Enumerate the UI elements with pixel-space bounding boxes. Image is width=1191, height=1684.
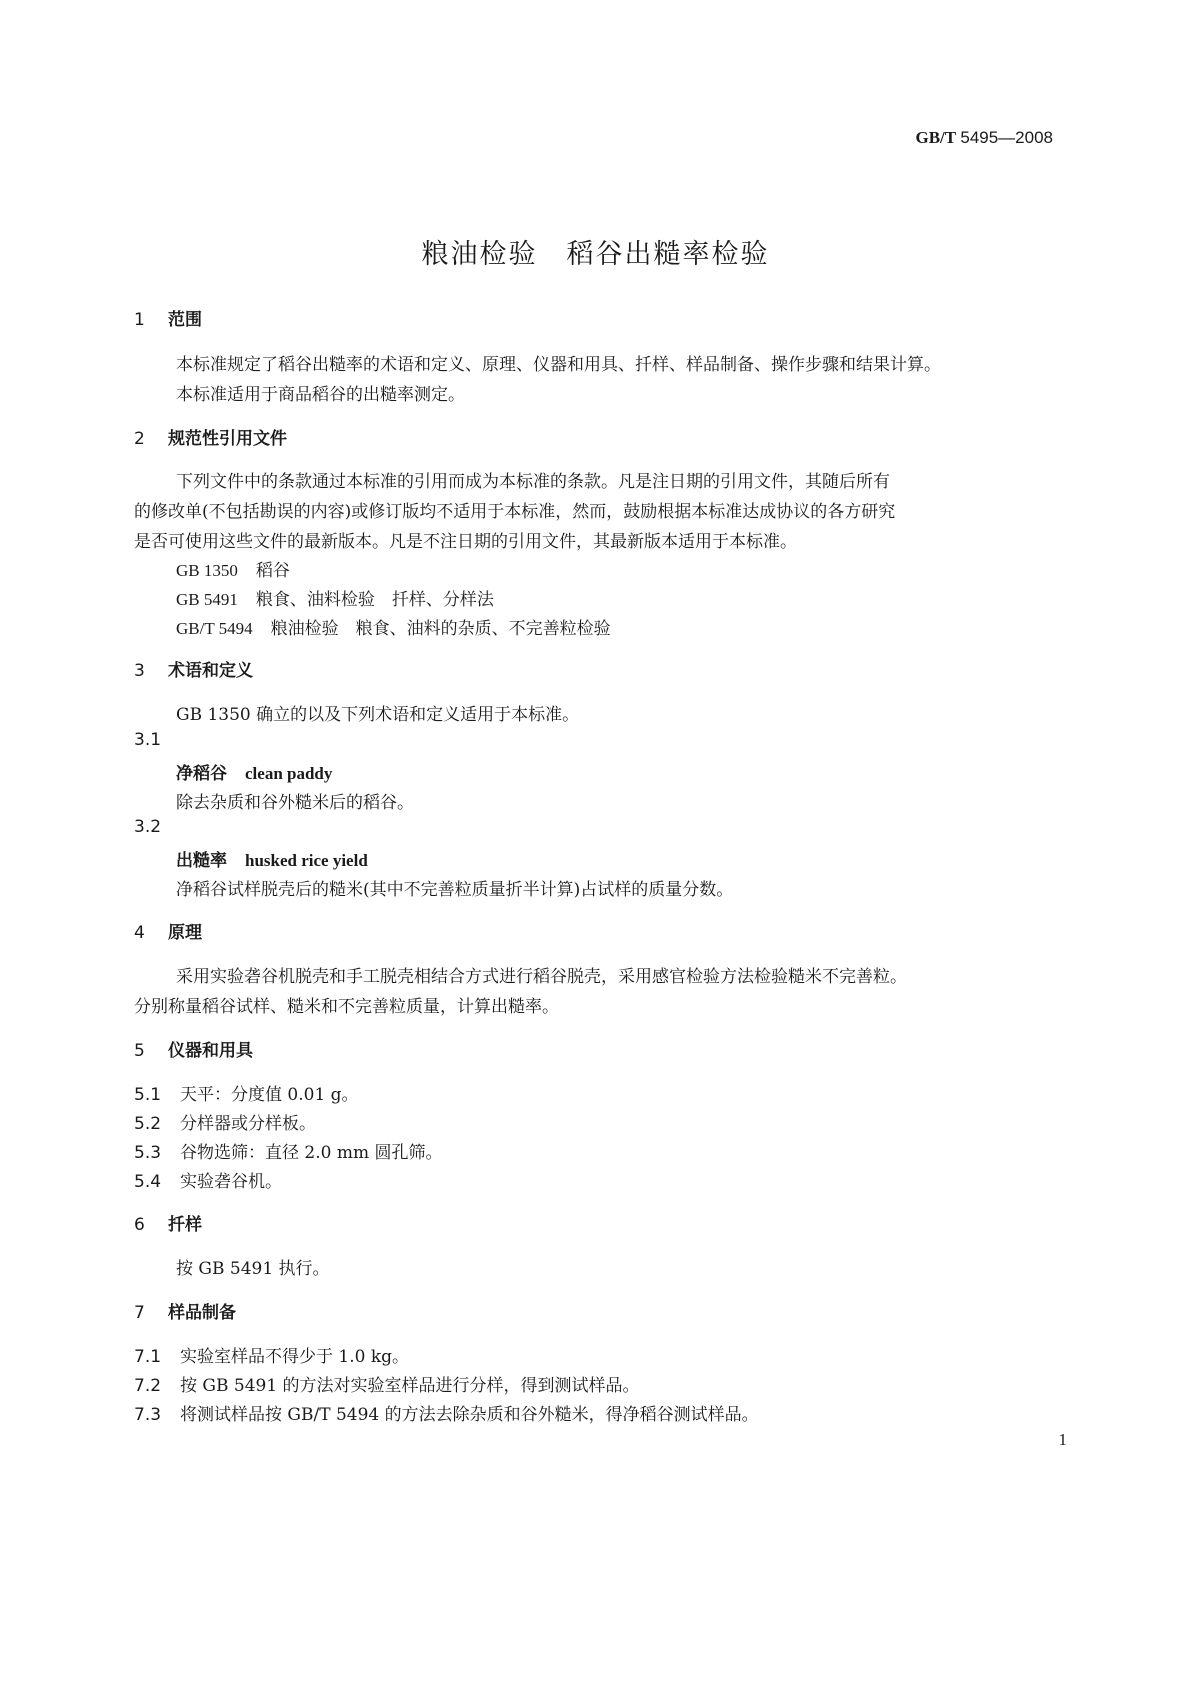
section-number: 2 bbox=[134, 429, 145, 449]
section-title: 原理 bbox=[168, 923, 202, 943]
item-number: 5.2 bbox=[134, 1114, 162, 1134]
section-number: 7 bbox=[134, 1303, 145, 1323]
reference-title: 粮油检验 粮食、油料的杂质、不完善粒检验 bbox=[270, 619, 611, 639]
section-heading-5 bbox=[134, 1036, 253, 1061]
item-text: 实验室样品不得少于 1.0 kg。 bbox=[180, 1347, 410, 1367]
section-number: 1 bbox=[134, 310, 145, 330]
section-title: 规范性引用文件 bbox=[168, 429, 287, 449]
list-item bbox=[134, 1342, 409, 1367]
item-number: 7.1 bbox=[134, 1347, 162, 1367]
item-text: 天平：分度值 0.01 g。 bbox=[180, 1085, 359, 1105]
reference-code: GB/T 5494 bbox=[176, 619, 253, 638]
term-number: 3.2 bbox=[134, 817, 162, 837]
standard-prefix: GB/T bbox=[915, 128, 957, 147]
section-number: 5 bbox=[134, 1041, 145, 1061]
reference-title: 粮食、油料检验 扦样、分样法 bbox=[255, 590, 494, 610]
paragraph-line: 分别称量稻谷试样、糙米和不完善粒质量，计算出糙率。 bbox=[134, 997, 559, 1017]
section-title: 术语和定义 bbox=[168, 661, 253, 681]
reference-item bbox=[176, 585, 494, 610]
section-number: 3 bbox=[134, 661, 145, 681]
reference-code: GB 5491 bbox=[176, 590, 238, 609]
document-title: 粮油检验 稻谷出糙率检验 bbox=[421, 239, 770, 270]
item-number: 7.2 bbox=[134, 1376, 162, 1396]
paragraph: 按 GB 5491 执行。 bbox=[176, 1259, 330, 1279]
item-text: 实验砻谷机。 bbox=[180, 1172, 282, 1192]
item-text: 按 GB 5491 的方法对实验室样品进行分样，得到测试样品。 bbox=[180, 1376, 640, 1396]
reference-item bbox=[176, 556, 290, 581]
section-title: 样品制备 bbox=[168, 1303, 236, 1323]
section-title: 范围 bbox=[168, 310, 202, 330]
term-entry bbox=[176, 759, 332, 784]
list-item bbox=[134, 1138, 443, 1163]
list-item bbox=[134, 1400, 759, 1425]
term-number: 3.1 bbox=[134, 730, 162, 750]
term-chinese: 出糙率 bbox=[176, 851, 227, 871]
section-heading-1 bbox=[134, 305, 202, 330]
paragraph: GB 1350 确立的以及下列术语和定义适用于本标准。 bbox=[176, 705, 580, 725]
term-definition: 除去杂质和谷外糙米后的稻谷。 bbox=[176, 793, 414, 813]
term-entry bbox=[176, 846, 368, 871]
item-text: 谷物选筛：直径 2.0 mm 圆孔筛。 bbox=[180, 1143, 443, 1163]
section-title: 仪器和用具 bbox=[168, 1041, 253, 1061]
paragraph-line: 是否可使用这些文件的最新版本。凡是不注日期的引用文件，其最新版本适用于本标准。 bbox=[134, 532, 797, 552]
paragraph-line: 的修改单(不包括勘误的内容)或修订版均不适用于本标准，然而，鼓励根据本标准达成协议的各方研究 bbox=[134, 502, 896, 522]
list-item bbox=[134, 1371, 640, 1396]
list-item bbox=[134, 1080, 359, 1105]
paragraph-line: 采用实验砻谷机脱壳和手工脱壳相结合方式进行稻谷脱壳，采用感官检验方法检验糙米不完善粒。 bbox=[176, 967, 907, 987]
section-heading-6 bbox=[134, 1210, 202, 1235]
reference-item bbox=[176, 614, 611, 639]
section-heading-4 bbox=[134, 918, 202, 943]
paragraph: 本标准规定了稻谷出糙率的术语和定义、原理、仪器和用具、扦样、样品制备、操作步骤和结果计算。 bbox=[176, 355, 941, 375]
section-title: 扦样 bbox=[168, 1215, 202, 1235]
section-number: 6 bbox=[134, 1215, 145, 1235]
paragraph-line: 下列文件中的条款通过本标准的引用而成为本标准的条款。凡是注日期的引用文件，其随后所有 bbox=[176, 472, 890, 492]
section-heading-2 bbox=[134, 424, 287, 449]
list-item bbox=[134, 1167, 282, 1192]
reference-title: 稻谷 bbox=[255, 561, 290, 581]
term-english: clean paddy bbox=[245, 764, 333, 783]
item-text: 将测试样品按 GB/T 5494 的方法去除杂质和谷外糙米，得净稻谷测试样品。 bbox=[180, 1405, 759, 1425]
item-number: 5.1 bbox=[134, 1085, 162, 1105]
item-number: 5.3 bbox=[134, 1143, 162, 1163]
term-english: husked rice yield bbox=[245, 851, 368, 870]
item-number: 7.3 bbox=[134, 1405, 162, 1425]
item-number: 5.4 bbox=[134, 1172, 162, 1192]
term-definition: 净稻谷试样脱壳后的糙米(其中不完善粒质量折半计算)占试样的质量分数。 bbox=[176, 880, 734, 900]
term-chinese: 净稻谷 bbox=[176, 764, 227, 784]
paragraph: 本标准适用于商品稻谷的出糙率测定。 bbox=[176, 385, 465, 405]
section-heading-7 bbox=[134, 1298, 236, 1323]
page-number: 1 bbox=[1058, 1430, 1067, 1449]
standard-code bbox=[915, 128, 1053, 148]
reference-code: GB 1350 bbox=[176, 561, 238, 580]
section-heading-3 bbox=[134, 656, 253, 681]
list-item bbox=[134, 1109, 316, 1134]
standard-number: 5495—2008 bbox=[960, 128, 1053, 147]
section-number: 4 bbox=[134, 923, 145, 943]
item-text: 分样器或分样板。 bbox=[180, 1114, 316, 1134]
